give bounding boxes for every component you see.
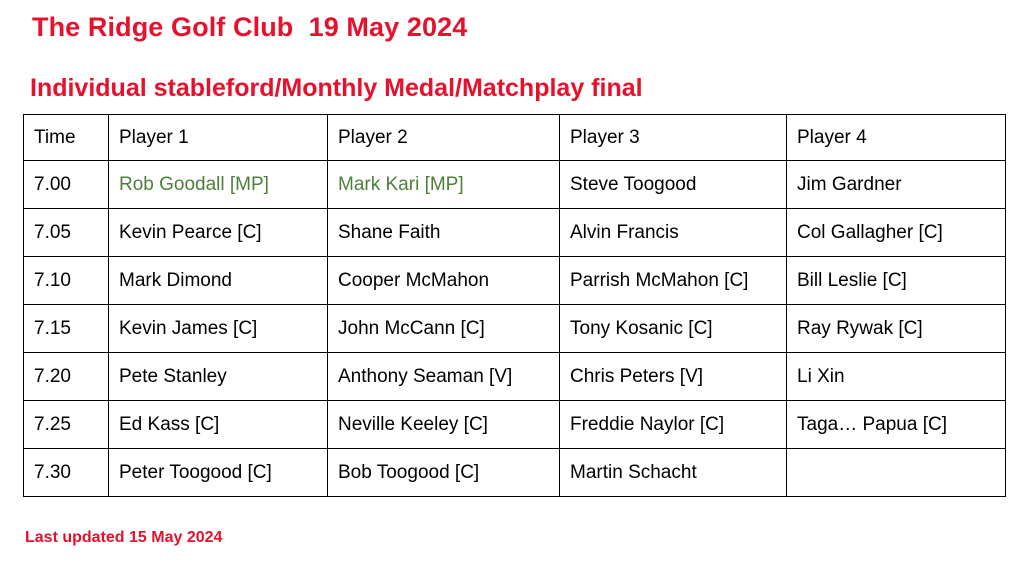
cell-player-3: Martin Schacht — [560, 449, 787, 497]
cell-player-4: Bill Leslie [C] — [787, 257, 1006, 305]
table-row — [24, 305, 1006, 353]
cell-player-4: Ray Rywak [C] — [787, 305, 1006, 353]
table-row — [24, 209, 1006, 257]
cell-player-3: Parrish McMahon [C] — [560, 257, 787, 305]
cell-player-2: Neville Keeley [C] — [328, 401, 560, 449]
cell-player-1: Pete Stanley — [109, 353, 328, 401]
cell-time: 7.30 — [24, 449, 109, 497]
table-row — [24, 353, 1006, 401]
last-updated-note: Last updated 15 May 2024 — [25, 529, 223, 546]
cell-player-4: Jim Gardner — [787, 161, 1006, 209]
column-header-player-1: Player 1 — [109, 115, 328, 161]
table-row — [24, 449, 1006, 497]
cell-time: 7.00 — [24, 161, 109, 209]
cell-player-3: Alvin Francis — [560, 209, 787, 257]
cell-player-2: Mark Kari [MP] — [328, 161, 560, 209]
cell-player-4: Li Xin — [787, 353, 1006, 401]
cell-player-3: Tony Kosanic [C] — [560, 305, 787, 353]
cell-player-2: Shane Faith — [328, 209, 560, 257]
cell-player-1: Kevin James [C] — [109, 305, 328, 353]
cell-player-4: Col Gallagher [C] — [787, 209, 1006, 257]
cell-player-4: Taga… Papua [C] — [787, 401, 1006, 449]
cell-player-2: Cooper McMahon — [328, 257, 560, 305]
column-header-player-2: Player 2 — [328, 115, 560, 161]
cell-player-1: Peter Toogood [C] — [109, 449, 328, 497]
cell-player-1: Mark Dimond — [109, 257, 328, 305]
cell-player-3: Chris Peters [V] — [560, 353, 787, 401]
page-subtitle: Individual stableford/Monthly Medal/Matchplay final — [30, 74, 643, 102]
table-row — [24, 401, 1006, 449]
cell-time: 7.25 — [24, 401, 109, 449]
cell-time: 7.05 — [24, 209, 109, 257]
table-row — [24, 257, 1006, 305]
column-header-player-4: Player 4 — [787, 115, 1006, 161]
cell-time: 7.20 — [24, 353, 109, 401]
tee-times-table — [23, 114, 1006, 497]
cell-player-2: Bob Toogood [C] — [328, 449, 560, 497]
page-title: The Ridge Golf Club 19 May 2024 — [32, 12, 468, 42]
cell-player-4 — [787, 449, 1006, 497]
cell-player-2: Anthony Seaman [V] — [328, 353, 560, 401]
cell-player-1: Kevin Pearce [C] — [109, 209, 328, 257]
cell-player-3: Freddie Naylor [C] — [560, 401, 787, 449]
column-header-time: Time — [24, 115, 109, 161]
cell-time: 7.15 — [24, 305, 109, 353]
cell-player-1: Rob Goodall [MP] — [109, 161, 328, 209]
table-header-row — [24, 115, 1006, 161]
cell-time: 7.10 — [24, 257, 109, 305]
table-row — [24, 161, 1006, 209]
cell-player-1: Ed Kass [C] — [109, 401, 328, 449]
cell-player-3: Steve Toogood — [560, 161, 787, 209]
column-header-player-3: Player 3 — [560, 115, 787, 161]
cell-player-2: John McCann [C] — [328, 305, 560, 353]
